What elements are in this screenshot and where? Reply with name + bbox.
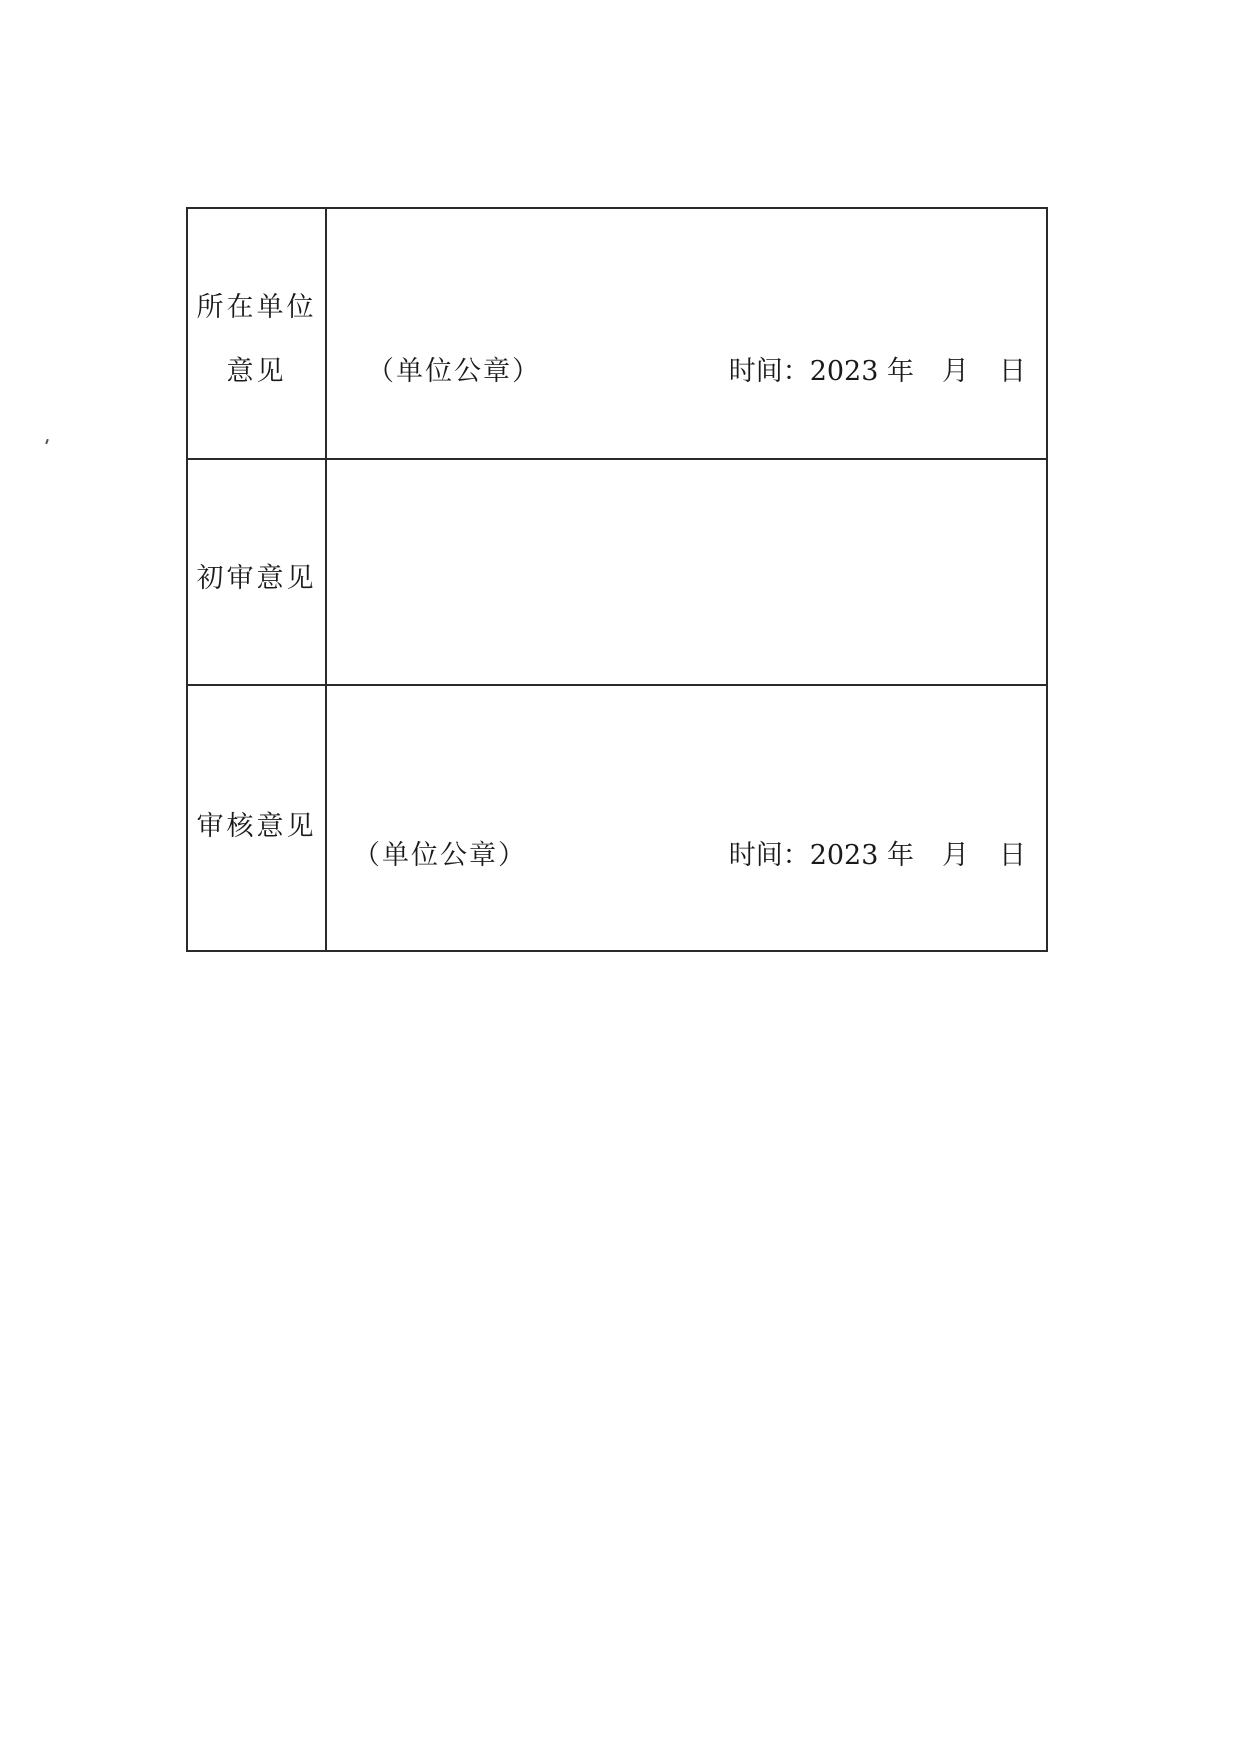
final-review-seal-text: （单位公章）: [353, 840, 527, 871]
unit-opinion-row: [188, 209, 1046, 460]
final-review-row: [188, 686, 1046, 952]
unit-seal-text: （单位公章）: [367, 356, 541, 387]
date-prefix: 时间：2023 年: [728, 840, 914, 871]
preliminary-review-content-cell[interactable]: [327, 460, 1046, 684]
final-review-label-cell: [188, 686, 325, 952]
final-review-content-cell[interactable]: [327, 686, 1046, 952]
final-review-label: 审核意见: [196, 811, 317, 842]
preliminary-review-label-cell: [188, 460, 325, 684]
date-day: 日: [999, 840, 1026, 871]
date-month: 月: [942, 840, 969, 871]
date-day: 日: [999, 356, 1026, 387]
approval-form-table: [186, 207, 1048, 952]
unit-opinion-content-cell[interactable]: [327, 209, 1046, 458]
unit-opinion-label-cell: [188, 209, 325, 458]
scan-speck: [45, 439, 49, 444]
unit-opinion-date: [729, 349, 1026, 388]
date-prefix: 时间：2023 年: [728, 356, 914, 387]
final-review-date: [729, 833, 1026, 872]
unit-opinion-label-line2: 意见: [226, 356, 287, 387]
unit-opinion-label-line1: 所在单位: [196, 292, 317, 323]
preliminary-review-row: [188, 460, 1046, 686]
date-month: 月: [942, 356, 969, 387]
preliminary-review-label: 初审意见: [196, 563, 317, 594]
